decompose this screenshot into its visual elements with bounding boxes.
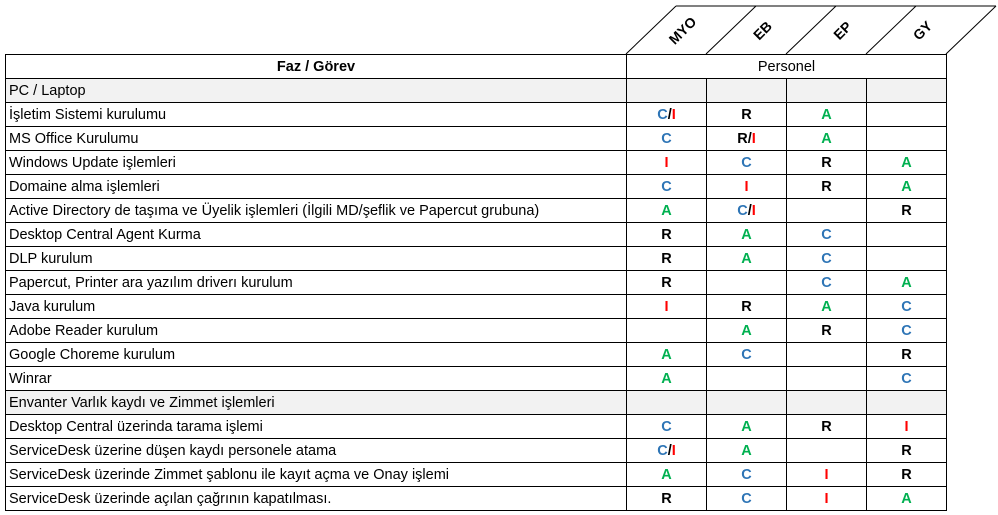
raci-cell-ep: I [787, 487, 867, 511]
raci-cell-eb: R [707, 295, 787, 319]
task-label: DLP kurulum [6, 247, 627, 271]
raci-cell-ep: A [787, 127, 867, 151]
table-row [6, 295, 947, 319]
role-label-gy: GY [909, 17, 936, 44]
raci-cell-ep: C [787, 223, 867, 247]
raci-cell-ep: R [787, 151, 867, 175]
raci-cell-gy: C [867, 295, 947, 319]
table-header-row [6, 55, 947, 79]
task-label: ServiceDesk üzerinde açılan çağrının kapatılması. [6, 487, 627, 511]
raci-cell-ep [787, 343, 867, 367]
table-row [6, 439, 947, 463]
raci-cell-ep: C [787, 271, 867, 295]
header-divider [866, 6, 916, 54]
table-row [6, 175, 947, 199]
raci-cell-ep: I [787, 463, 867, 487]
raci-cell-myo: R [627, 487, 707, 511]
raci-cell-gy: R [867, 463, 947, 487]
raci-cell-eb [707, 271, 787, 295]
section-label: Envanter Varlık kaydı ve Zimmet işlemleri [6, 391, 627, 415]
raci-cell-myo: C/I [627, 103, 707, 127]
raci-cell-eb [707, 367, 787, 391]
personnel-header: Personel [627, 55, 947, 79]
role-label-eb: EB [749, 17, 775, 43]
raci-cell-eb: A [707, 319, 787, 343]
empty-cell [867, 79, 947, 103]
raci-cell-eb: R [707, 103, 787, 127]
table-row [6, 247, 947, 271]
raci-cell-ep: R [787, 319, 867, 343]
section-row [6, 391, 947, 415]
task-label: Active Directory de taşıma ve Üyelik işlemleri (İlgili MD/şeflik ve Papercut grubuna) [6, 199, 627, 223]
raci-cell-myo: R [627, 247, 707, 271]
raci-cell-myo: C [627, 415, 707, 439]
role-label-ep: EP [830, 18, 855, 43]
empty-cell [627, 79, 707, 103]
raci-cell-ep: A [787, 295, 867, 319]
table-row [6, 319, 947, 343]
raci-cell-gy: R [867, 199, 947, 223]
role-label-myo: MYO [665, 13, 700, 48]
header-divider [786, 6, 836, 54]
table-row [6, 367, 947, 391]
raci-body [6, 79, 947, 511]
task-column-header: Faz / Görev [6, 55, 627, 79]
raci-cell-ep [787, 439, 867, 463]
raci-cell-gy: C [867, 367, 947, 391]
raci-cell-eb: R/I [707, 127, 787, 151]
task-label: Adobe Reader kurulum [6, 319, 627, 343]
raci-cell-eb: I [707, 175, 787, 199]
raci-cell-myo: I [627, 295, 707, 319]
raci-cell-myo: C [627, 175, 707, 199]
raci-cell-eb: A [707, 223, 787, 247]
raci-cell-gy: A [867, 487, 947, 511]
role-header-diagonal [0, 0, 998, 56]
raci-cell-myo [627, 319, 707, 343]
table-row [6, 415, 947, 439]
raci-cell-eb: C [707, 151, 787, 175]
raci-cell-eb: C [707, 463, 787, 487]
table-row [6, 223, 947, 247]
raci-cell-myo: I [627, 151, 707, 175]
section-row [6, 79, 947, 103]
task-label: İşletim Sistemi kurulumu [6, 103, 627, 127]
raci-cell-gy [867, 103, 947, 127]
empty-cell [787, 391, 867, 415]
task-label: Java kurulum [6, 295, 627, 319]
header-divider [946, 6, 996, 54]
raci-cell-myo: R [627, 271, 707, 295]
empty-cell [707, 79, 787, 103]
table-row [6, 199, 947, 223]
raci-cell-gy [867, 247, 947, 271]
task-label: MS Office Kurulumu [6, 127, 627, 151]
empty-cell [867, 391, 947, 415]
table-row [6, 127, 947, 151]
raci-cell-ep: R [787, 175, 867, 199]
table-row [6, 487, 947, 511]
raci-cell-eb: C [707, 343, 787, 367]
table-row [6, 463, 947, 487]
table-row [6, 343, 947, 367]
task-label: Winrar [6, 367, 627, 391]
raci-cell-myo: A [627, 463, 707, 487]
raci-cell-gy: C [867, 319, 947, 343]
empty-cell [787, 79, 867, 103]
raci-cell-ep [787, 199, 867, 223]
table-row [6, 103, 947, 127]
raci-cell-ep: A [787, 103, 867, 127]
raci-cell-myo: A [627, 199, 707, 223]
raci-cell-gy: A [867, 271, 947, 295]
raci-cell-gy: R [867, 343, 947, 367]
raci-cell-eb: C [707, 487, 787, 511]
raci-cell-myo: A [627, 367, 707, 391]
raci-cell-gy [867, 127, 947, 151]
raci-cell-gy: A [867, 151, 947, 175]
empty-cell [707, 391, 787, 415]
raci-cell-eb: A [707, 415, 787, 439]
task-label: Papercut, Printer ara yazılım driverı kurulum [6, 271, 627, 295]
raci-cell-ep: R [787, 415, 867, 439]
task-label: ServiceDesk üzerine düşen kaydı personele atama [6, 439, 627, 463]
table-row [6, 271, 947, 295]
task-label: Windows Update işlemleri [6, 151, 627, 175]
raci-cell-ep: C [787, 247, 867, 271]
raci-matrix [5, 54, 947, 511]
raci-cell-eb: C/I [707, 199, 787, 223]
task-label: Desktop Central Agent Kurma [6, 223, 627, 247]
raci-cell-eb: A [707, 247, 787, 271]
header-divider [626, 6, 676, 54]
task-label: ServiceDesk üzerinde Zimmet şablonu ile kayıt açma ve Onay işlemi [6, 463, 627, 487]
section-label: PC / Laptop [6, 79, 627, 103]
raci-cell-gy [867, 223, 947, 247]
header-divider [706, 6, 756, 54]
table-row [6, 151, 947, 175]
raci-cell-myo: A [627, 343, 707, 367]
task-label: Desktop Central üzerinda tarama işlemi [6, 415, 627, 439]
raci-cell-myo: R [627, 223, 707, 247]
raci-cell-myo: C [627, 127, 707, 151]
raci-cell-eb: A [707, 439, 787, 463]
raci-cell-ep [787, 367, 867, 391]
empty-cell [627, 391, 707, 415]
raci-cell-gy: R [867, 439, 947, 463]
task-label: Domaine alma işlemleri [6, 175, 627, 199]
raci-cell-gy: I [867, 415, 947, 439]
raci-cell-myo: C/I [627, 439, 707, 463]
raci-cell-gy: A [867, 175, 947, 199]
task-label: Google Choreme kurulum [6, 343, 627, 367]
